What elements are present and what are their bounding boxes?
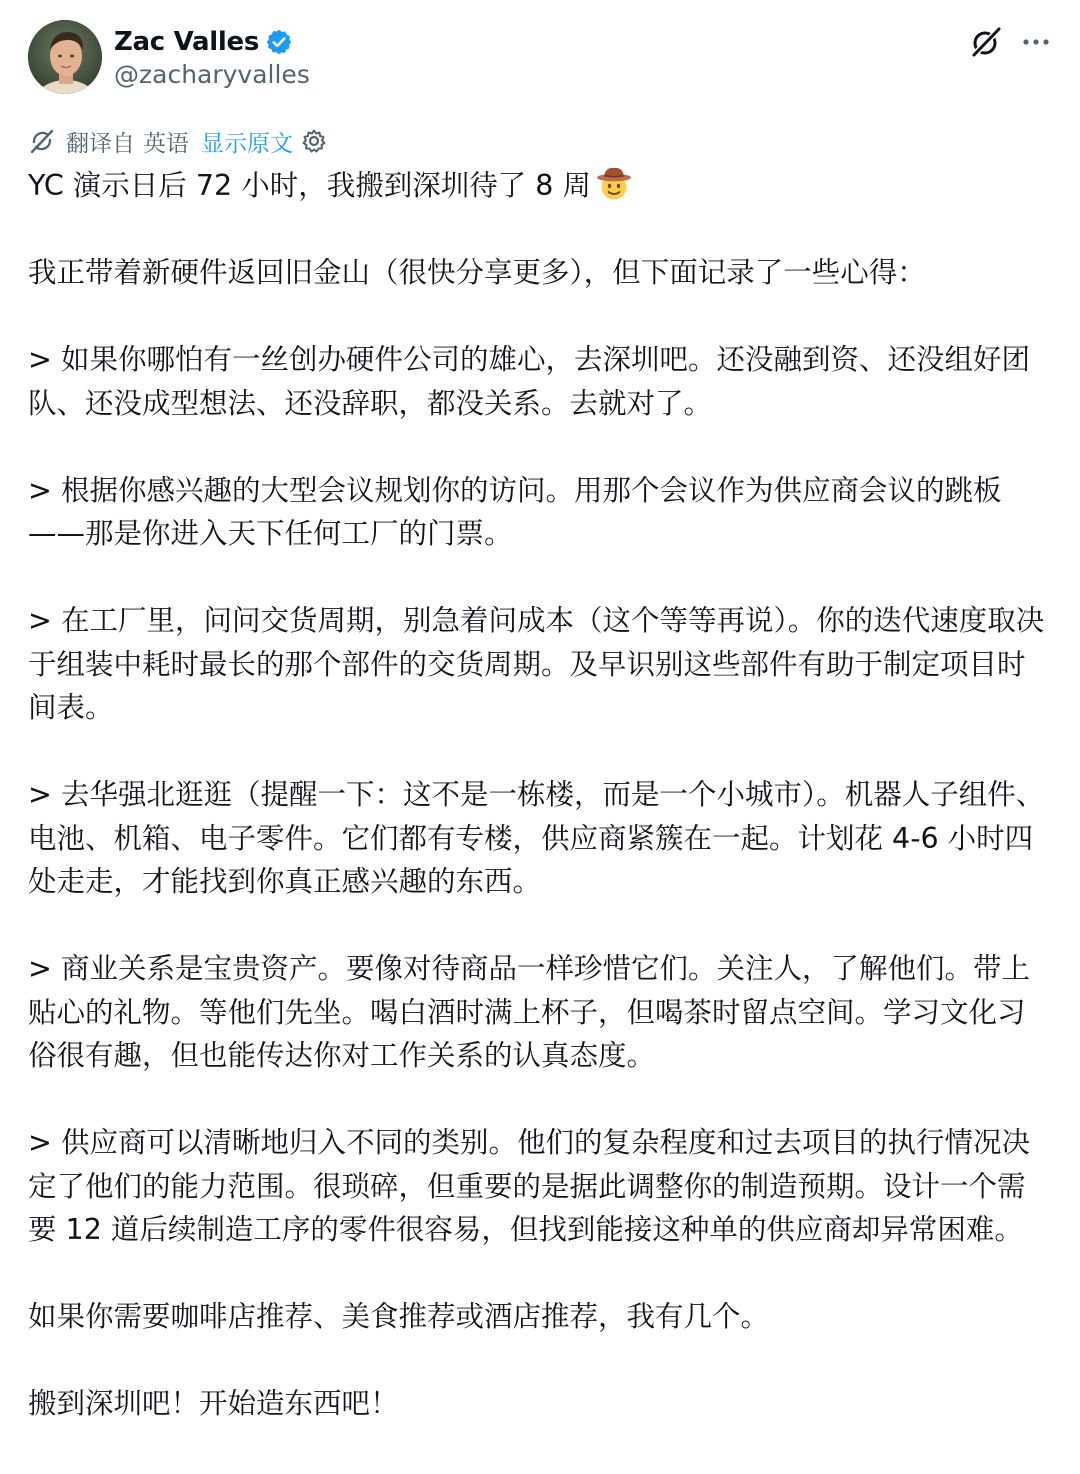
name-row (114, 24, 293, 60)
avatar[interactable] (28, 20, 102, 94)
post-header (28, 20, 1052, 96)
post-paragraph: 搬到深圳吧！开始造东西吧！ (28, 1387, 399, 1420)
grok-icon[interactable] (968, 24, 1004, 60)
post-title-text: YC 演示日后 72 小时，我搬到深圳待了 8 周 (28, 169, 591, 202)
post-title (28, 164, 1052, 208)
user-handle[interactable]: @zacharyvalles (114, 60, 310, 89)
verified-badge-icon (265, 28, 293, 56)
translated-from-label: 翻译自 (66, 130, 135, 157)
translate-icon (28, 127, 56, 155)
source-language: 英语 (143, 130, 189, 157)
post-paragraph: 我正带着新硬件返回旧金山（很快分享更多），但下面记录了一些心得： (28, 256, 926, 289)
post-paragraph: > 在工厂里，问问交货周期，别急着问成本（这个等等再说）。你的迭代速度取决于组装中耗时最长的那个部件的交货周期。及早识别这些部件有助于制定项目时间表。 (28, 604, 1045, 724)
post-paragraph: > 如果你哪怕有一丝创办硬件公司的雄心，去深圳吧。还没融到资、还没组好团队、还没成型想法、还没辞职，都没关系。去就对了。 (28, 343, 1030, 420)
post-paragraph: > 供应商可以清晰地归入不同的类别。他们的复杂程度和过去项目的执行情况决定了他们的能力范围。很琐碎，但重要的是据此调整你的制造预期。设计一个需要 12 道后续制造工序的零件很容易，但找到能接这种单的供应商却异常困难。 (28, 1126, 1030, 1246)
translation-bar (28, 124, 327, 158)
post-body (28, 164, 1052, 1426)
more-icon[interactable] (1018, 24, 1054, 60)
display-name[interactable]: Zac Valles (114, 27, 260, 57)
settings-icon[interactable] (301, 128, 327, 154)
post-paragraph: > 根据你感兴趣的大型会议规划你的访问。用那个会议作为供应商会议的跳板——那是你进入天下任何工厂的门票。 (28, 473, 1002, 550)
post-paragraph: > 商业关系是宝贵资产。要像对待商品一样珍惜它们。关注人，了解他们。带上贴心的礼物。等他们先坐。喝白酒时满上杯子，但喝茶时留点空间。学习文化习俗很有趣，但也能传达你对工作关系的认真态度。 (28, 952, 1030, 1072)
post-paragraph: > 去华强北逛逛（提醒一下：这不是一栋楼，而是一个小城市）。机器人子组件、电池、机箱、电子零件。它们都有专楼，供应商紧簇在一起。计划花 4-6 小时四处走走，才能找到你真正感兴趣的东西。 (28, 778, 1045, 898)
post-paragraph: 如果你需要咖啡店推荐、美食推荐或酒店推荐，我有几个。 (28, 1300, 770, 1333)
cowboy-hat-face-emoji (595, 164, 633, 202)
show-original-link[interactable]: 显示原文 (201, 130, 293, 157)
